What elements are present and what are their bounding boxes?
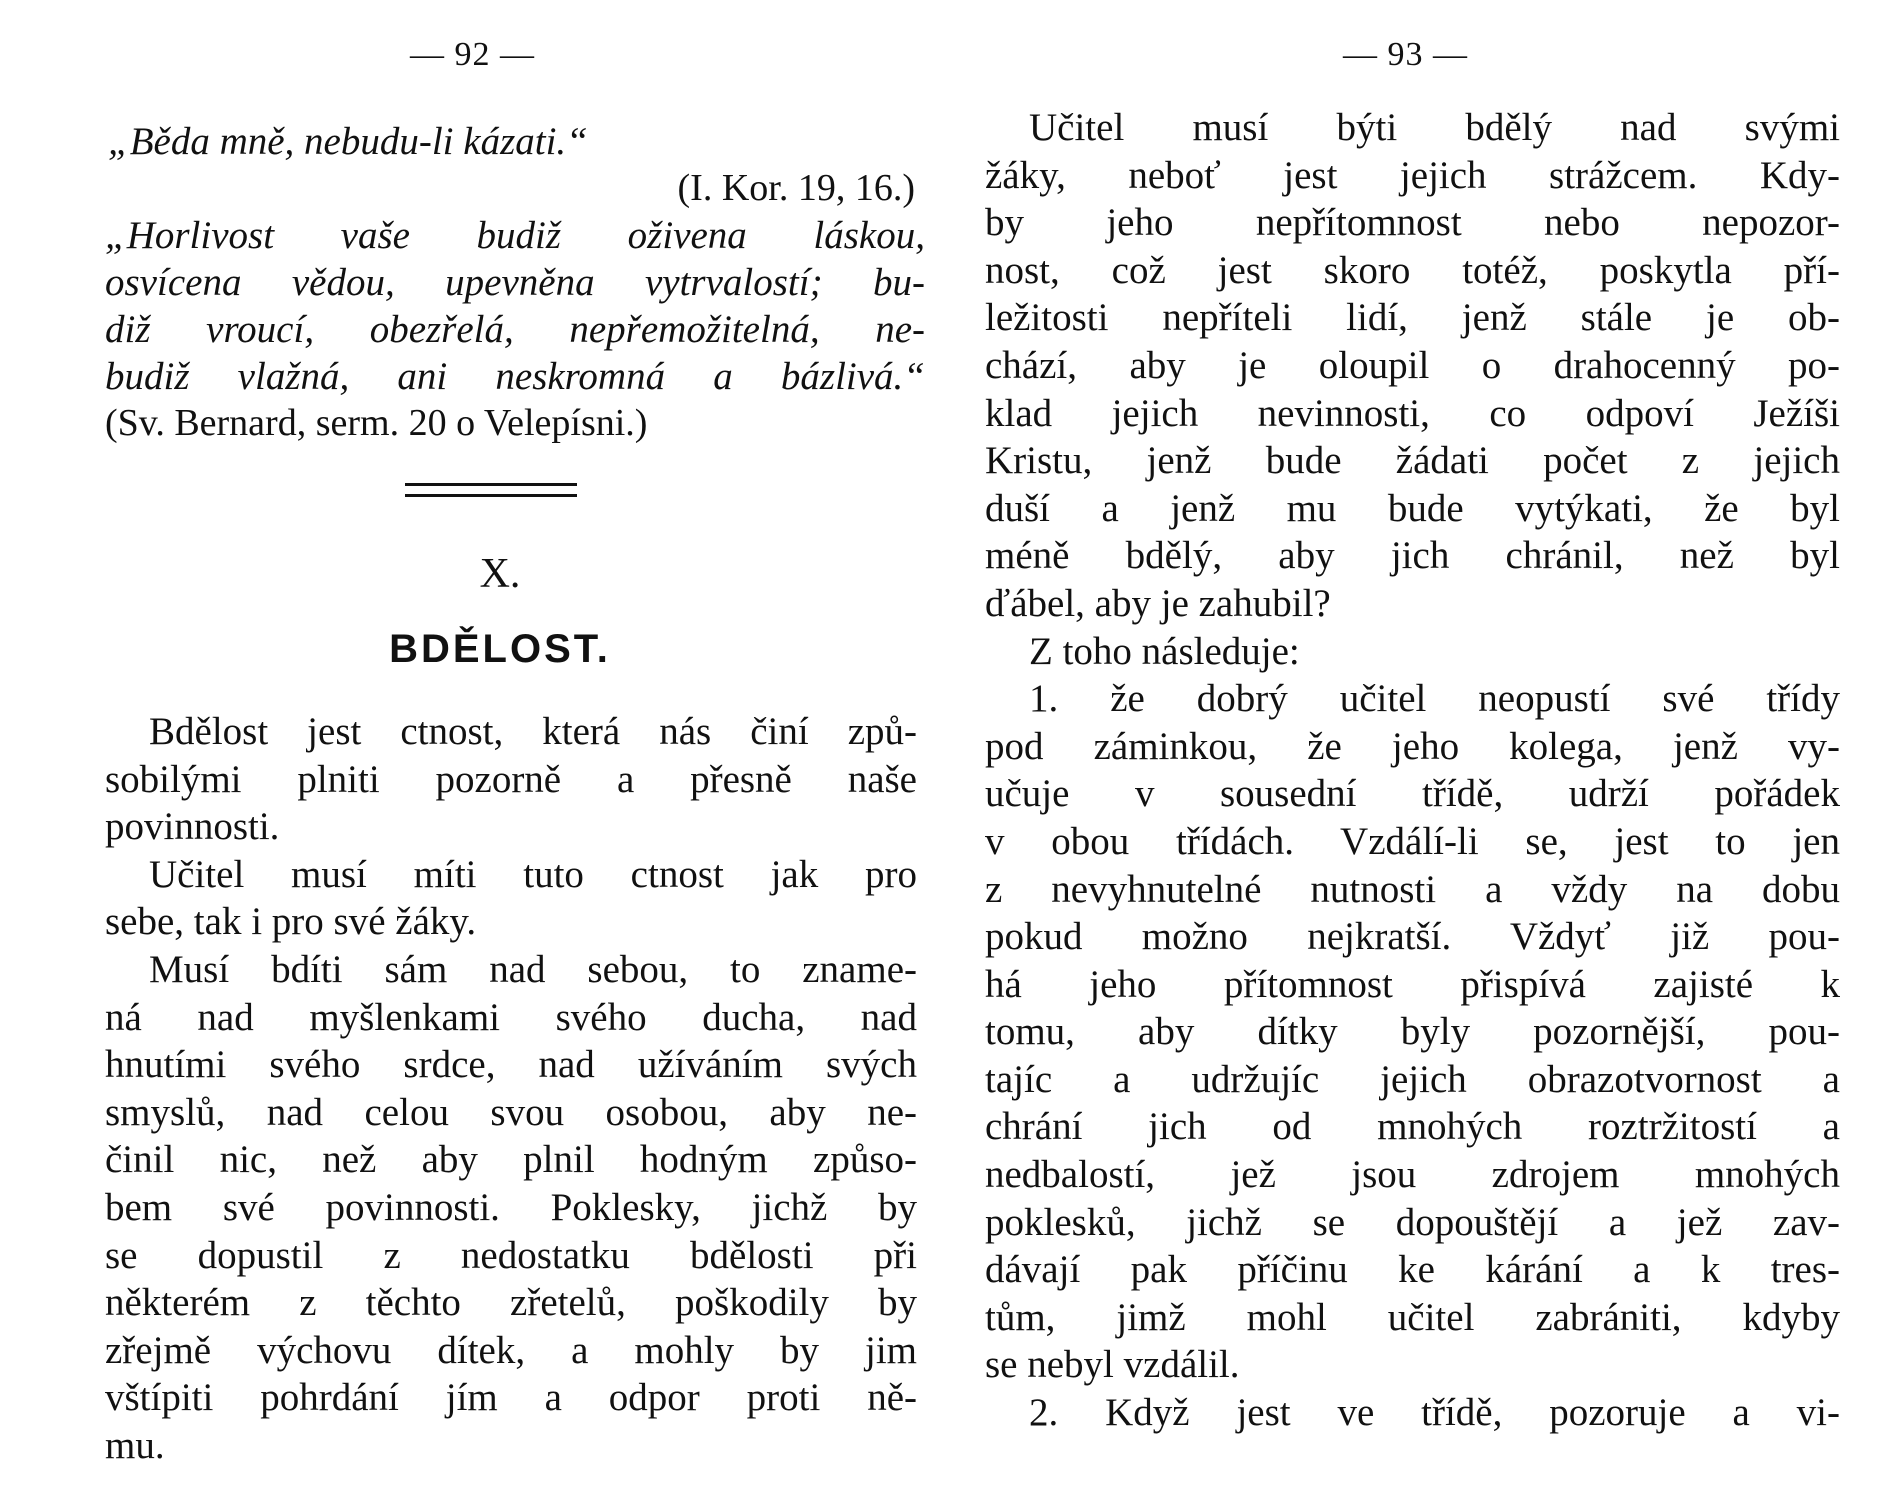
quote-2-line: „Horlivost vaše budiž oživena láskou, xyxy=(105,214,925,257)
text-line: nedbalostí, jež jsou zdrojem mnohých xyxy=(985,1153,1840,1197)
text-line: hnutími svého srdce, nad užíváním svých xyxy=(105,1043,917,1087)
epigraph xyxy=(105,118,925,447)
right-body-text xyxy=(985,104,1840,1437)
text-line: Z toho následuje: xyxy=(1029,629,1300,673)
text-line: pod záminkou, že jeho kolega, jenž vy- xyxy=(985,724,1840,768)
text-line: Musí bdíti sám nad sebou, to zname- xyxy=(149,947,917,991)
section-divider xyxy=(405,483,577,497)
chapter-title: BDĚLOST. xyxy=(389,627,611,671)
text-line: se dopustil z nedostatku bdělosti při xyxy=(105,1233,917,1277)
text-line: ďábel, aby je zahubil? xyxy=(985,581,1331,625)
text-line: žáky, neboť jest jejich strážcem. Kdy- xyxy=(985,153,1840,197)
quote-2-line: osvícena vědou, upevněna vytrvalostí; bu- xyxy=(105,261,925,304)
text-line: by jeho nepřítomnost nebo nepozor- xyxy=(985,201,1840,245)
text-line: 2. Když jest ve třídě, pozoruje a vi- xyxy=(1029,1391,1840,1435)
text-line: povinnosti. xyxy=(105,805,280,849)
text-line: učuje v sousední třídě, udrží pořádek xyxy=(985,772,1840,816)
text-line: pokud možno nejkratší. Vždyť již pou- xyxy=(985,915,1840,959)
right-page xyxy=(985,0,1840,1500)
text-line: Učitel musí míti tuto ctnost jak pro xyxy=(149,852,917,896)
text-line: tajíc a udržujíc jejich obrazotvornost a xyxy=(985,1057,1840,1101)
text-line: ná nad myšlenkami svého ducha, nad xyxy=(105,995,917,1039)
text-line: tomu, aby dítky byly pozornější, pou- xyxy=(985,1010,1840,1054)
left-page xyxy=(105,0,925,1500)
text-line: mu. xyxy=(105,1423,165,1467)
text-line: chrání jich od mnohých roztržitostí a xyxy=(985,1105,1840,1149)
text-line: tům, jimž mohl učitel zabrániti, kdyby xyxy=(985,1295,1840,1339)
text-line: z nevyhnutelné nutnosti a vždy na dobu xyxy=(985,867,1840,911)
quote-2-line: diž vroucí, obezřelá, nepřemožitelná, ne- xyxy=(105,308,925,351)
text-line: zřejmě výchovu dítek, a mohly by jim xyxy=(105,1328,917,1372)
text-line: se nebyl vzdálil. xyxy=(985,1343,1240,1387)
text-line: některém z těchto zřetelů, poškodily by xyxy=(105,1281,917,1325)
text-line: bem své povinnosti. Poklesky, jichž by xyxy=(105,1185,917,1229)
text-line: duší a jenž mu bude vytýkati, že byl xyxy=(985,486,1840,530)
text-line: vštípiti pohrdání jím a odpor proti ně- xyxy=(105,1376,917,1420)
text-line: sebe, tak i pro své žáky. xyxy=(105,900,477,944)
quote-1-reference: (I. Kor. 19, 16.) xyxy=(677,167,915,209)
left-body-text xyxy=(105,708,917,1470)
text-line: ležitosti nepříteli lidí, jenž stále je ob- xyxy=(985,296,1840,340)
quote-1: „Běda mně, nebudu-li kázati.“ xyxy=(108,120,588,163)
text-line: 1. že dobrý učitel neopustí své třídy xyxy=(1029,677,1840,721)
chapter-number: X. xyxy=(479,551,521,597)
text-line: smyslů, nad celou svou osobou, aby ne- xyxy=(105,1090,917,1134)
quote-2-reference: (Sv. Bernard, serm. 20 o Velepísni.) xyxy=(105,402,648,444)
text-line: nost, což jest skoro totéž, poskytla pří- xyxy=(985,248,1840,292)
text-line: dávají pak příčinu ke kárání a k tres- xyxy=(985,1248,1840,1292)
left-page-number: — 92 — xyxy=(410,36,535,73)
text-line: poklesků, jichž se dopouštějí a jež zav- xyxy=(985,1200,1840,1244)
text-line: Bdělost jest ctnost, která nás činí způ- xyxy=(149,710,917,753)
text-line: Učitel musí býti bdělý nad svými xyxy=(1029,106,1840,149)
text-line: méně bdělý, aby jich chránil, než byl xyxy=(985,534,1840,578)
right-page-number: — 93 — xyxy=(1343,36,1468,73)
text-line: há jeho přítomnost přispívá zajisté k xyxy=(985,962,1840,1006)
text-line: chází, aby je oloupil o drahocenný po- xyxy=(985,343,1840,387)
text-line: sobilými plniti pozorně a přesně naše xyxy=(105,757,917,801)
text-line: činil nic, než aby plnil hodným způso- xyxy=(105,1138,917,1182)
text-line: klad jejich nevinnosti, co odpoví Ježíši xyxy=(985,391,1840,435)
text-line: Kristu, jenž bude žádati počet z jejich xyxy=(985,439,1840,483)
text-line: v obou třídách. Vzdálí-li se, jest to jen xyxy=(985,819,1840,863)
quote-2-line: budiž vlažná, ani neskromná a bázlivá.“ xyxy=(105,355,925,398)
